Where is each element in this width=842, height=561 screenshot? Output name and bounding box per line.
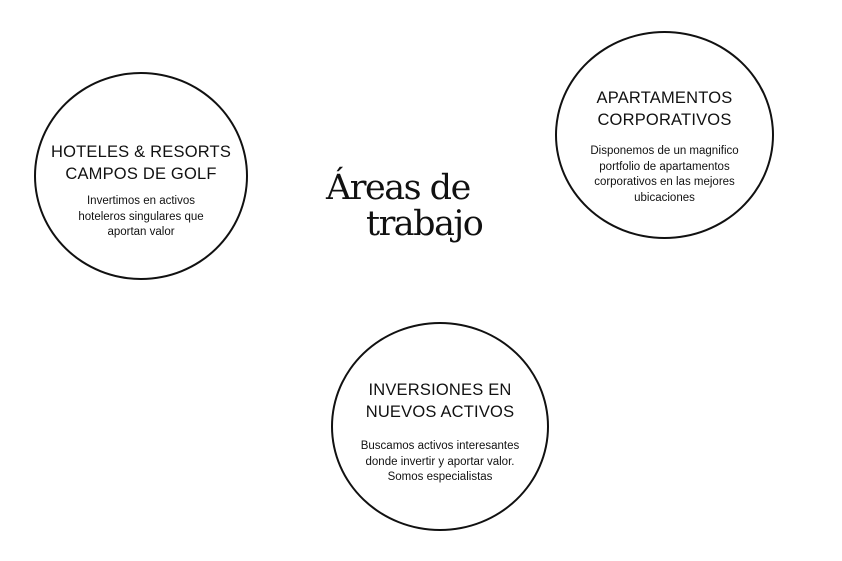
area-circle-hoteles-resorts (34, 72, 248, 280)
area-title-line: INVERSIONES EN (368, 381, 512, 399)
area-description: Invertimos en activos hoteleros singulares que aportan valor (78, 195, 204, 238)
heading-line-1: Áreas de (326, 168, 470, 208)
area-description: Buscamos activos interesantes donde invertir y aportar valor. Somos especialistas (360, 440, 520, 483)
area-circle-inversiones-nuevos-activos (331, 322, 549, 531)
area-title (46, 141, 236, 185)
section-heading (326, 170, 486, 242)
heading-line-2: trabajo (366, 204, 483, 244)
area-title-line: NUEVOS ACTIVOS (365, 403, 515, 421)
area-description: Disponemos de un magnifico portfolio de apartamentos corporativos en las mejores ubicaciones (590, 145, 739, 204)
area-title-line: HOTELES & RESORTS (50, 143, 232, 161)
area-title-line: CORPORATIVOS (597, 111, 732, 129)
area-title-line: APARTAMENTOS (596, 89, 733, 107)
area-title (345, 379, 535, 423)
area-title-line: CAMPOS DE GOLF (65, 165, 217, 183)
area-title (570, 87, 760, 131)
area-circle-apartamentos-corporativos (555, 31, 774, 239)
